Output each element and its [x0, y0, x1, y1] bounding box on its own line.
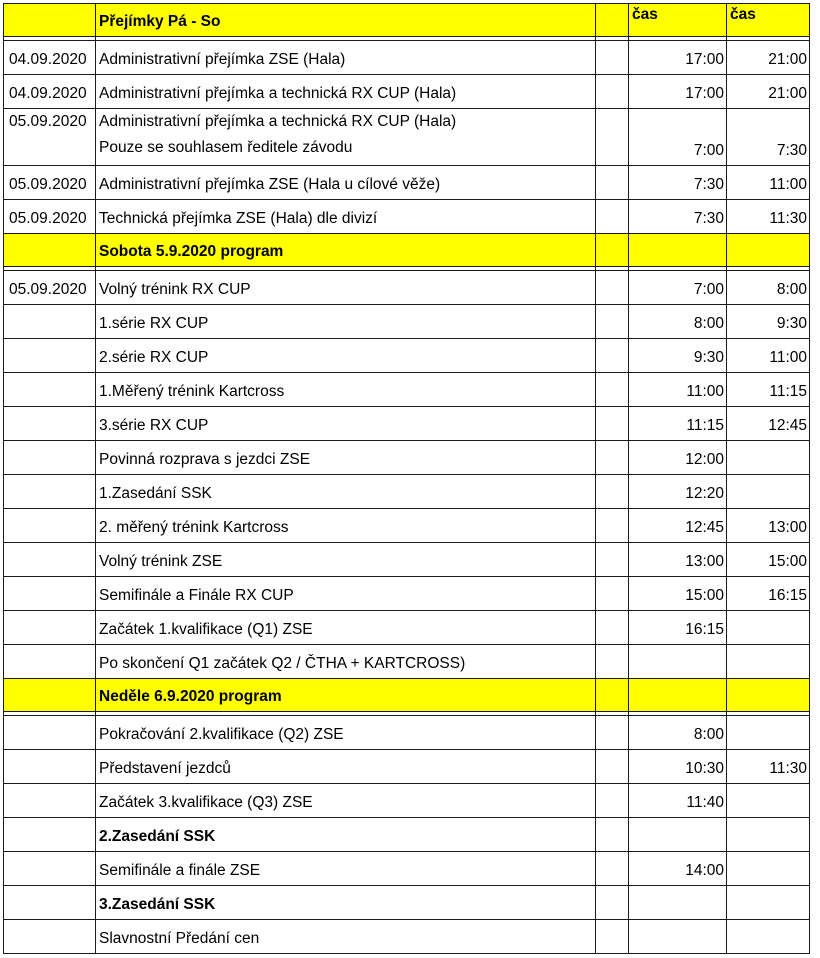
description-cell: Začátek 3.kvalifikace (Q3) ZSE [96, 784, 596, 818]
schedule-row [4, 784, 810, 818]
description-cell: Pokračování 2.kvalifikace (Q2) ZSE [96, 716, 596, 750]
empty-cell [596, 271, 629, 305]
description-cell [96, 109, 596, 166]
empty-cell [596, 339, 629, 373]
description-line-1: Administrativní přejímka a technická RX CUP (Hala) [99, 113, 457, 130]
end-time-cell: 11:30 [727, 200, 810, 234]
date-cell: 05.09.2020 [4, 109, 96, 166]
empty-cell [596, 852, 629, 886]
date-cell: 05.09.2020 [4, 271, 96, 305]
date-cell [4, 716, 96, 750]
description-cell: Semifinále a finále ZSE [96, 852, 596, 886]
schedule-row [4, 373, 810, 407]
date-cell: 04.09.2020 [4, 75, 96, 109]
schedule-row [4, 41, 810, 75]
header-from: čas [629, 4, 727, 37]
schedule-row [4, 475, 810, 509]
schedule-row [4, 407, 810, 441]
date-cell [4, 818, 96, 852]
empty-cell [596, 509, 629, 543]
description-cell: 1.série RX CUP [96, 305, 596, 339]
schedule-row [4, 75, 810, 109]
sunday-section-row [4, 679, 810, 712]
date-cell: 05.09.2020 [4, 166, 96, 200]
empty-cell [596, 645, 629, 679]
end-time-cell: 11:00 [727, 339, 810, 373]
start-time-cell: 16:15 [629, 611, 727, 645]
schedule-row [4, 543, 810, 577]
description-cell: 2.Zasedání SSK [96, 818, 596, 852]
description-cell: 2.série RX CUP [96, 339, 596, 373]
end-time-cell [727, 818, 810, 852]
empty-cell [596, 886, 629, 920]
description-cell: Administrativní přejímka ZSE (Hala u cílové věže) [96, 166, 596, 200]
schedule-row [4, 305, 810, 339]
header-empty-cell [596, 4, 629, 37]
end-time-cell: 11:00 [727, 166, 810, 200]
header-title: Přejímky Pá - So [96, 4, 596, 37]
date-cell [4, 886, 96, 920]
description-cell: 3.série RX CUP [96, 407, 596, 441]
start-time-cell: 15:00 [629, 577, 727, 611]
end-time-cell [727, 441, 810, 475]
end-time-cell: 11:30 [727, 750, 810, 784]
start-time-cell: 14:00 [629, 852, 727, 886]
description-cell: 1.Zasedání SSK [96, 475, 596, 509]
schedule-row [4, 852, 810, 886]
schedule-row [4, 920, 810, 954]
schedule-table [3, 3, 810, 954]
schedule-row [4, 271, 810, 305]
date-cell [4, 784, 96, 818]
start-time-cell [629, 920, 727, 954]
empty-cell [596, 577, 629, 611]
schedule-row [4, 716, 810, 750]
empty-cell [596, 41, 629, 75]
header-date-cell [4, 4, 96, 37]
schedule-row [4, 441, 810, 475]
date-cell [4, 645, 96, 679]
date-cell [4, 611, 96, 645]
empty-cell [596, 611, 629, 645]
empty-cell [596, 109, 629, 166]
end-time-cell [727, 611, 810, 645]
description-cell: Technická přejímka ZSE (Hala) dle divizí [96, 200, 596, 234]
description-cell: Volný trénink ZSE [96, 543, 596, 577]
schedule-row [4, 577, 810, 611]
empty-cell [596, 441, 629, 475]
start-time-cell [629, 886, 727, 920]
end-time-cell [727, 920, 810, 954]
start-time-cell: 7:00 [629, 271, 727, 305]
end-time-cell [727, 645, 810, 679]
date-cell: 05.09.2020 [4, 200, 96, 234]
schedule-row [4, 339, 810, 373]
section-title: Neděle 6.9.2020 program [96, 679, 596, 712]
description-cell: Semifinále a Finále RX CUP [96, 577, 596, 611]
end-time-cell: 9:30 [727, 305, 810, 339]
empty-cell [596, 200, 629, 234]
empty-cell [596, 166, 629, 200]
empty-cell [596, 475, 629, 509]
end-time-cell [727, 852, 810, 886]
description-cell: Administrativní přejímka ZSE (Hala) [96, 41, 596, 75]
section-date-cell [4, 234, 96, 267]
end-time-cell [727, 784, 810, 818]
date-cell [4, 305, 96, 339]
saturday-section-row [4, 234, 810, 267]
start-time-cell [629, 645, 727, 679]
section-title: Sobota 5.9.2020 program [96, 234, 596, 267]
end-time-cell: 11:15 [727, 373, 810, 407]
start-time-cell: 10:30 [629, 750, 727, 784]
end-time-cell [727, 475, 810, 509]
start-time-cell: 12:00 [629, 441, 727, 475]
end-time-cell: 15:00 [727, 543, 810, 577]
header-to: čas [727, 4, 810, 37]
end-time-cell: 7:30 [727, 109, 810, 166]
description-cell: Po skončení Q1 začátek Q2 / ČTHA + KARTCROSS) [96, 645, 596, 679]
section-empty-cell [727, 234, 810, 267]
start-time-cell: 17:00 [629, 41, 727, 75]
description-cell: Slavnostní Předání cen [96, 920, 596, 954]
date-cell [4, 475, 96, 509]
empty-cell [596, 407, 629, 441]
empty-cell [596, 750, 629, 784]
empty-cell [596, 716, 629, 750]
description-cell: Začátek 1.kvalifikace (Q1) ZSE [96, 611, 596, 645]
end-time-cell: 13:00 [727, 509, 810, 543]
start-time-cell: 12:45 [629, 509, 727, 543]
date-cell [4, 339, 96, 373]
schedule-row [4, 886, 810, 920]
start-time-cell: 9:30 [629, 339, 727, 373]
empty-cell [596, 75, 629, 109]
section-empty-cell [629, 679, 727, 712]
description-line-2: Pouze se souhlasem ředitele závodu [99, 139, 353, 156]
date-cell [4, 509, 96, 543]
start-time-cell: 7:30 [629, 200, 727, 234]
description-cell: Administrativní přejímka a technická RX CUP (Hala) [96, 75, 596, 109]
end-time-cell: 21:00 [727, 41, 810, 75]
description-cell: Povinná rozprava s jezdci ZSE [96, 441, 596, 475]
empty-cell [596, 784, 629, 818]
schedule-row [4, 818, 810, 852]
section-empty-cell [727, 679, 810, 712]
empty-cell [596, 920, 629, 954]
section-empty-cell [596, 234, 629, 267]
date-cell [4, 750, 96, 784]
start-time-cell: 13:00 [629, 543, 727, 577]
schedule-row [4, 200, 810, 234]
schedule-row [4, 509, 810, 543]
schedule-row [4, 750, 810, 784]
start-time-cell: 12:20 [629, 475, 727, 509]
description-cell: Volný trénink RX CUP [96, 271, 596, 305]
description-cell: Představení jezdců [96, 750, 596, 784]
end-time-cell [727, 716, 810, 750]
empty-cell [596, 305, 629, 339]
start-time-cell: 11:00 [629, 373, 727, 407]
schedule-row [4, 166, 810, 200]
end-time-cell: 12:45 [727, 407, 810, 441]
date-cell [4, 373, 96, 407]
end-time-cell: 21:00 [727, 75, 810, 109]
description-cell: 1.Měřený trénink Kartcross [96, 373, 596, 407]
description-cell: 3.Zasedání SSK [96, 886, 596, 920]
empty-cell [596, 373, 629, 407]
start-time-cell: 8:00 [629, 305, 727, 339]
start-time-cell: 7:30 [629, 166, 727, 200]
empty-cell [596, 543, 629, 577]
date-cell [4, 577, 96, 611]
section-date-cell [4, 679, 96, 712]
section-empty-cell [596, 679, 629, 712]
start-time-cell: 7:00 [629, 109, 727, 166]
schedule-row [4, 109, 810, 166]
schedule-row [4, 645, 810, 679]
date-cell [4, 543, 96, 577]
date-cell [4, 852, 96, 886]
empty-cell [596, 818, 629, 852]
schedule-row [4, 611, 810, 645]
end-time-cell [727, 886, 810, 920]
description-cell: 2. měřený trénink Kartcross [96, 509, 596, 543]
date-cell [4, 441, 96, 475]
end-time-cell: 8:00 [727, 271, 810, 305]
start-time-cell: 11:15 [629, 407, 727, 441]
date-cell: 04.09.2020 [4, 41, 96, 75]
start-time-cell [629, 818, 727, 852]
date-cell [4, 407, 96, 441]
start-time-cell: 11:40 [629, 784, 727, 818]
header-row [4, 4, 810, 37]
date-cell [4, 920, 96, 954]
start-time-cell: 17:00 [629, 75, 727, 109]
end-time-cell: 16:15 [727, 577, 810, 611]
start-time-cell: 8:00 [629, 716, 727, 750]
section-empty-cell [629, 234, 727, 267]
